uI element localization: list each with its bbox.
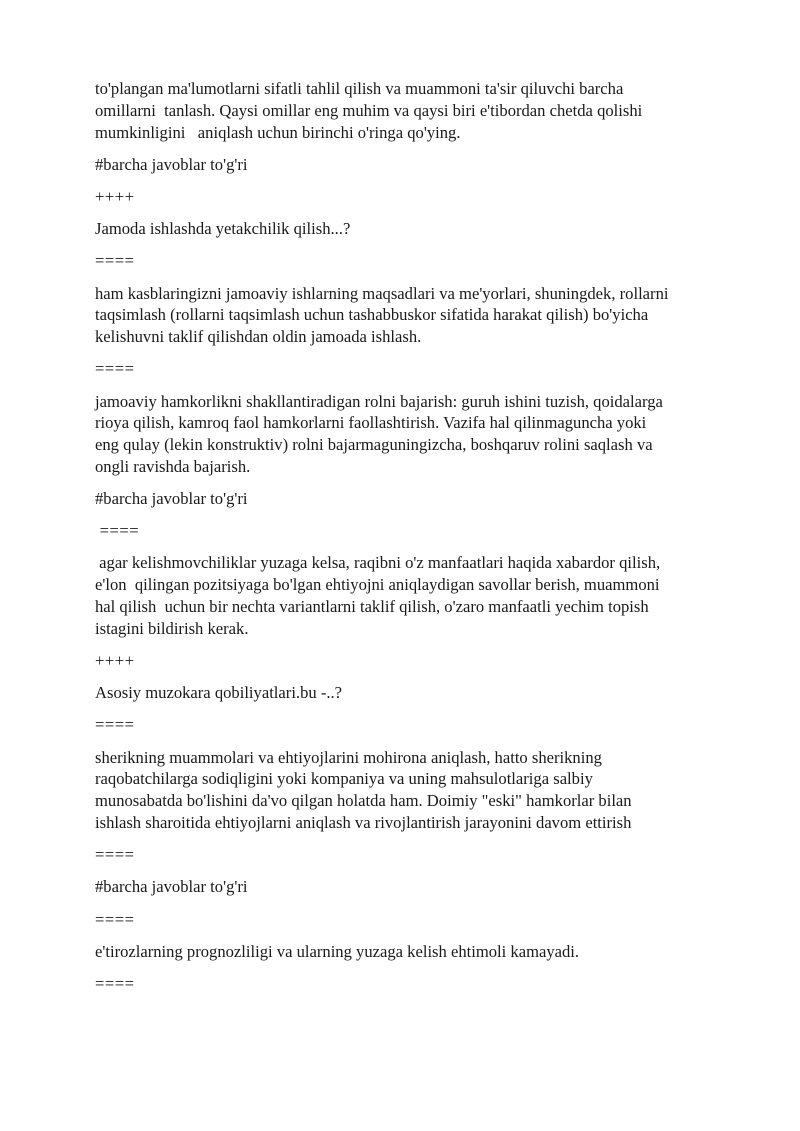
paragraph bbox=[95, 78, 755, 143]
text-line: #barcha javoblar to'g'ri bbox=[95, 154, 248, 174]
paragraph bbox=[95, 283, 755, 348]
separator-line bbox=[95, 250, 755, 272]
document-body bbox=[95, 78, 755, 1005]
paragraph bbox=[95, 391, 755, 478]
paragraph bbox=[95, 682, 755, 704]
text-line: raqobatchilarga sodiqligini yoki kompaniya va uning mahsulotlariga salbiy bbox=[95, 769, 593, 789]
text-line: agar kelishmovchiliklar yuzaga kelsa, raqibni o'z manfaatlari haqida xabardor qilish, bbox=[95, 553, 661, 573]
paragraph bbox=[95, 154, 755, 176]
separator-line bbox=[95, 650, 755, 672]
text-line: to'plangan ma'lumotlarni sifatli tahlil qilish va muammoni ta'sir qiluvchi barcha bbox=[95, 79, 624, 98]
text-line: ==== bbox=[95, 845, 135, 865]
text-line: ==== bbox=[95, 973, 135, 993]
text-line: mumkinligini aniqlash uchun birinchi o'ringa qo'ying. bbox=[95, 122, 461, 142]
paragraph bbox=[95, 218, 755, 240]
separator-line bbox=[95, 186, 755, 208]
text-line: ++++ bbox=[95, 186, 135, 206]
text-line: Jamoda ishlashda yetakchilik qilish...? bbox=[95, 219, 351, 239]
text-line: hal qilish uchun bir nechta variantlarni taklif qilish, o'zaro manfaatli yechim topish bbox=[95, 597, 649, 617]
text-line: eng qulay (lekin konstruktiv) rolni bajarmaguningizcha, boshqaruv rolini saqlash va bbox=[95, 435, 653, 455]
separator-line bbox=[95, 909, 755, 931]
text-line: ham kasblaringizni jamoaviy ishlarning maqsadlari va me'yorlari, shuningdek, rollarni bbox=[95, 283, 669, 303]
separator-line bbox=[95, 358, 755, 380]
text-line: omillarni tanlash. Qaysi omillar eng muhim va qaysi biri e'tibordan chetda qolishi bbox=[95, 100, 643, 120]
text-line: rioya qilish, kamroq faol hamkorlarni faollashtirish. Vazifa hal qilinmaguncha yoki bbox=[95, 413, 647, 433]
text-line: ishlash sharoitida ehtiyojlarni aniqlash va rivojlantirish jarayonini davom ettirish bbox=[95, 812, 632, 832]
text-line: jamoaviy hamkorlikni shakllantiradigan rolni bajarish: guruh ishini tuzish, qoidalarga bbox=[95, 391, 663, 411]
separator-line bbox=[95, 520, 755, 542]
text-line: ++++ bbox=[95, 651, 135, 671]
text-line: #barcha javoblar to'g'ri bbox=[95, 489, 248, 509]
text-line: sherikning muammolari va ehtiyojlarini mohirona aniqlash, hatto sherikning bbox=[95, 747, 602, 767]
text-line: Asosiy muzokara qobiliyatlari.bu -..? bbox=[95, 683, 343, 703]
separator-line bbox=[95, 844, 755, 866]
text-line: taqsimlash (rollarni taqsimlash uchun tashabbuskor sifatida harakat qilish) bo'yicha bbox=[95, 305, 649, 325]
paragraph bbox=[95, 552, 755, 639]
separator-line bbox=[95, 714, 755, 736]
text-line: #barcha javoblar to'g'ri bbox=[95, 877, 248, 897]
paragraph bbox=[95, 876, 755, 898]
text-line: e'tirozlarning prognozliligi va ularning yuzaga kelish ehtimoli kamayadi. bbox=[95, 941, 580, 961]
paragraph bbox=[95, 747, 755, 834]
text-line: ==== bbox=[95, 715, 135, 735]
text-line: kelishuvni taklif qilishdan oldin jamoada ishlash. bbox=[95, 327, 422, 347]
text-line: ==== bbox=[95, 521, 140, 541]
separator-line bbox=[95, 973, 755, 995]
text-line: istagini bildirish kerak. bbox=[95, 618, 249, 638]
text-line: ongli ravishda bajarish. bbox=[95, 456, 251, 476]
text-line: ==== bbox=[95, 251, 135, 271]
text-line: ==== bbox=[95, 359, 135, 379]
text-line: e'lon qilingan pozitsiyaga bo'lgan ehtiyojni aniqlaydigan savollar berish, muammoni bbox=[95, 575, 660, 595]
paragraph bbox=[95, 941, 755, 963]
paragraph bbox=[95, 488, 755, 510]
text-line: munosabatda bo'lishini da'vo qilgan holatda ham. Doimiy "eski" hamkorlar bilan bbox=[95, 791, 632, 811]
text-line: ==== bbox=[95, 909, 135, 929]
